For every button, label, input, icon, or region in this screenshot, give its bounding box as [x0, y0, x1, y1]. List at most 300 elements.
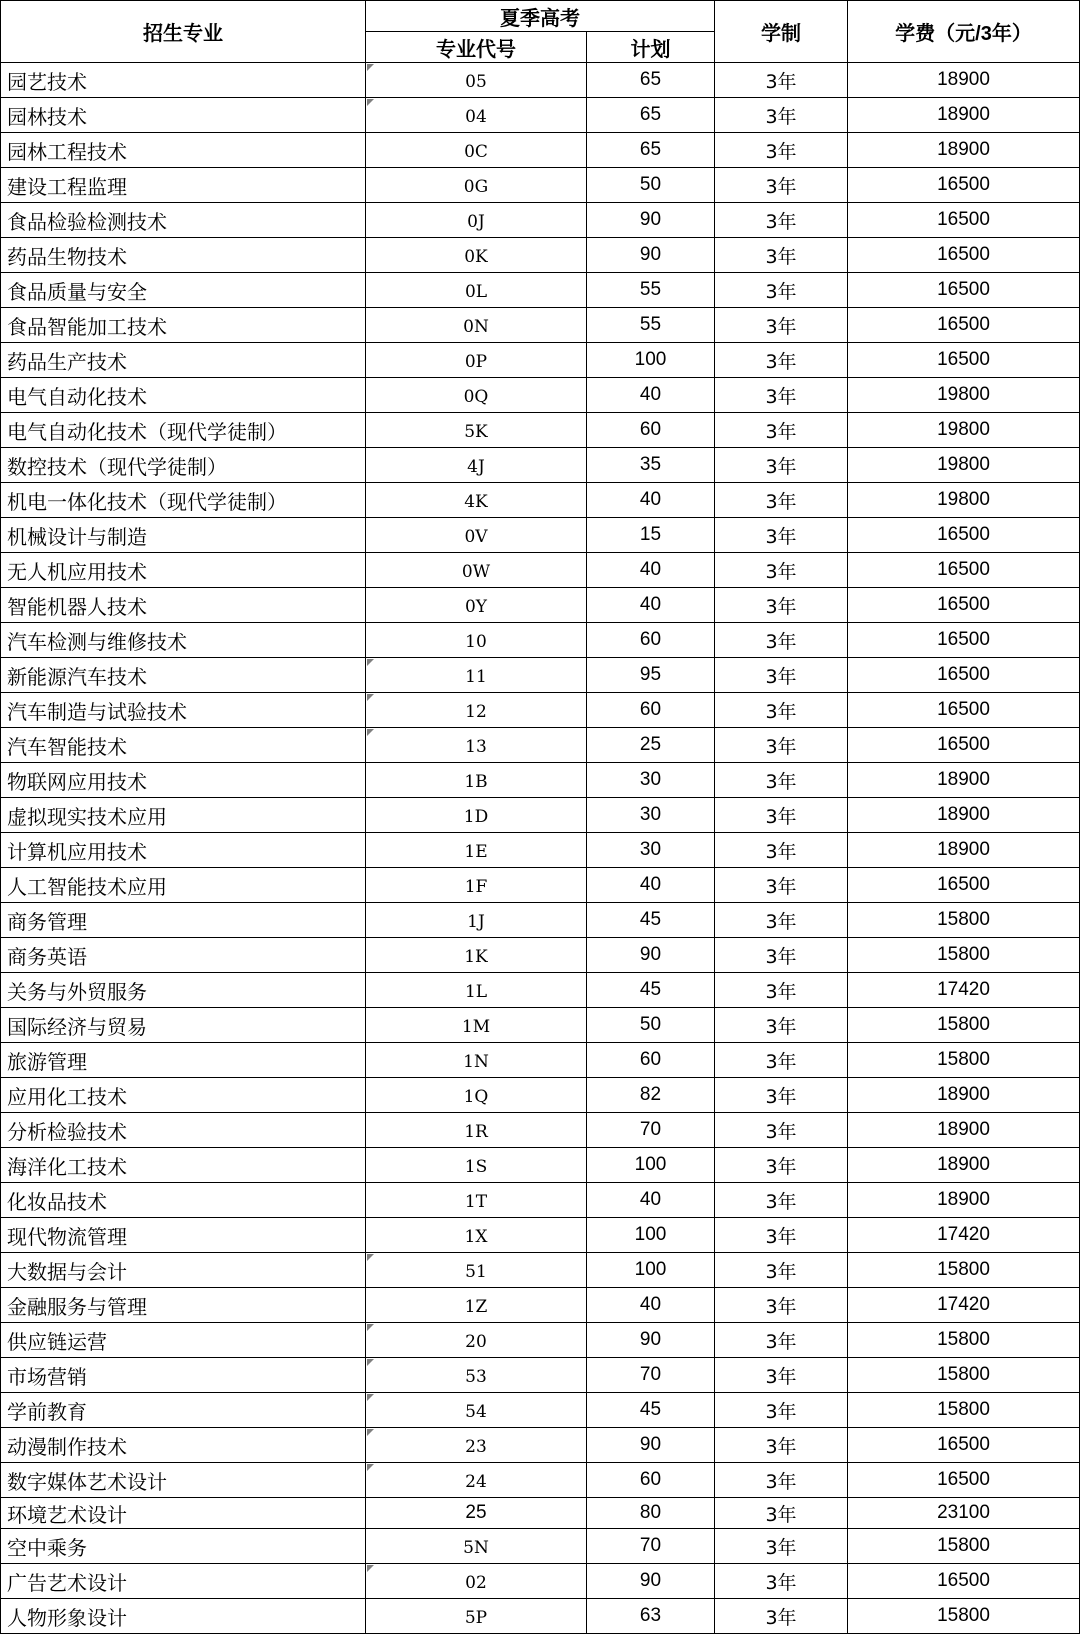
plan-cell-text: 30: [639, 804, 662, 825]
major-code-cell-text: 05: [465, 72, 487, 92]
table-row: [1, 1393, 1080, 1428]
major-name-cell-text: 供应链运营: [7, 1329, 107, 1354]
major-name-cell: [1, 1463, 366, 1498]
major-code-cell-text: 1Z: [464, 1297, 488, 1317]
major-name-cell: [1, 448, 366, 483]
fee-cell: [848, 798, 1080, 833]
table-row: [1, 483, 1080, 518]
table-row: [1, 448, 1080, 483]
fee-cell-text: 19800: [937, 384, 990, 405]
plan-cell: [587, 1599, 715, 1634]
fee-cell: [848, 378, 1080, 413]
duration-cell-text: 3年: [765, 455, 797, 478]
major-code-cell: [366, 938, 587, 973]
major-code-cell: [366, 1358, 587, 1393]
major-code-cell: [366, 1043, 587, 1078]
plan-cell: [587, 1253, 715, 1288]
plan-cell-text: 80: [639, 1502, 662, 1523]
table-row: [1, 238, 1080, 273]
major-code-cell-text: 0Q: [463, 387, 489, 407]
fee-cell: [848, 1498, 1080, 1529]
plan-cell: [587, 1564, 715, 1599]
major-name-cell: [1, 238, 366, 273]
fee-cell-text: 16500: [937, 1434, 990, 1455]
major-name-cell: [1, 903, 366, 938]
major-name-cell: [1, 728, 366, 763]
plan-cell: [587, 63, 715, 98]
major-name-cell: [1, 483, 366, 518]
fee-cell-text: 19800: [937, 489, 990, 510]
duration-cell: [715, 1078, 848, 1113]
table-row: [1, 378, 1080, 413]
duration-cell-text: 3年: [765, 1400, 797, 1423]
fee-cell-text: 15800: [937, 1364, 990, 1385]
fee-cell: [848, 1008, 1080, 1043]
fee-cell: [848, 1564, 1080, 1599]
major-code-cell-text: 0K: [464, 247, 488, 267]
duration-cell: [715, 833, 848, 868]
major-code-cell: [366, 343, 587, 378]
major-name-cell: [1, 308, 366, 343]
major-code-cell: [366, 203, 587, 238]
major-name-cell: [1, 623, 366, 658]
major-name-cell-text: 数字媒体艺术设计: [7, 1469, 167, 1494]
major-code-cell: [366, 1529, 587, 1564]
major-code-cell: [366, 1288, 587, 1323]
duration-cell-text: 3年: [765, 350, 797, 373]
major-name-cell: [1, 133, 366, 168]
major-name-cell: [1, 1008, 366, 1043]
major-name-cell-text: 大数据与会计: [7, 1259, 127, 1284]
major-code-cell-text: 0N: [463, 317, 489, 337]
fee-cell: [848, 1428, 1080, 1463]
major-code-cell: [366, 833, 587, 868]
major-name-cell-text: 电气自动化技术（现代学徒制）: [7, 419, 287, 444]
duration-cell: [715, 98, 848, 133]
plan-cell-text: 55: [639, 279, 662, 300]
fee-cell-text: 16500: [937, 874, 990, 895]
plan-cell: [587, 343, 715, 378]
major-name-cell: [1, 203, 366, 238]
fee-cell: [848, 728, 1080, 763]
plan-cell: [587, 938, 715, 973]
fee-cell-text: 16500: [937, 594, 990, 615]
duration-cell: [715, 343, 848, 378]
plan-cell-text: 50: [639, 174, 662, 195]
duration-cell-text: 3年: [765, 945, 797, 968]
fee-cell-text: 15800: [937, 944, 990, 965]
table-row: [1, 553, 1080, 588]
major-code-cell-text: 5K: [464, 422, 488, 442]
plan-cell-text: 45: [639, 909, 662, 930]
major-name-cell-text: 人工智能技术应用: [7, 874, 167, 899]
plan-cell-text: 65: [639, 69, 662, 90]
fee-cell-text: 17420: [937, 979, 990, 1000]
major-code-cell: [366, 1148, 587, 1183]
duration-cell: [715, 203, 848, 238]
table-body: [1, 63, 1080, 1634]
plan-cell: [587, 553, 715, 588]
fee-cell-text: 16500: [937, 244, 990, 265]
plan-cell-text: 90: [639, 944, 662, 965]
duration-cell: [715, 273, 848, 308]
table-row: [1, 273, 1080, 308]
plan-cell: [587, 413, 715, 448]
major-code-cell-text: 1D: [463, 807, 489, 827]
duration-cell-text: 3年: [765, 1536, 797, 1559]
major-name-cell-text: 新能源汽车技术: [7, 664, 147, 689]
duration-cell: [715, 1463, 848, 1498]
major-name-cell-text: 建设工程监理: [7, 174, 127, 199]
comment-marker-icon: [367, 1565, 374, 1572]
duration-cell: [715, 903, 848, 938]
major-code-cell-text: 51: [465, 1262, 487, 1282]
major-name-cell-text: 电气自动化技术: [7, 384, 147, 409]
duration-cell: [715, 1323, 848, 1358]
major-name-cell: [1, 588, 366, 623]
major-name-cell-text: 分析检验技术: [7, 1119, 127, 1144]
duration-cell: [715, 1393, 848, 1428]
plan-cell-text: 100: [634, 1154, 667, 1175]
duration-cell-text: 3年: [765, 245, 797, 268]
major-code-cell-text: 20: [465, 1332, 487, 1352]
comment-marker-icon: [367, 729, 374, 736]
fee-cell: [848, 1043, 1080, 1078]
duration-cell: [715, 1358, 848, 1393]
fee-cell-text: 19800: [937, 454, 990, 475]
duration-cell: [715, 868, 848, 903]
major-name-cell: [1, 1529, 366, 1564]
duration-cell: [715, 168, 848, 203]
plan-cell: [587, 518, 715, 553]
fee-cell: [848, 623, 1080, 658]
table-row: [1, 903, 1080, 938]
fee-cell-text: 16500: [937, 174, 990, 195]
major-name-cell-text: 环境艺术设计: [7, 1502, 127, 1527]
major-name-cell: [1, 63, 366, 98]
major-name-cell: [1, 1323, 366, 1358]
major-code-cell: [366, 693, 587, 728]
fee-cell-text: 16500: [937, 524, 990, 545]
comment-marker-icon: [367, 1429, 374, 1436]
major-name-cell-text: 机械设计与制造: [7, 524, 147, 549]
duration-cell: [715, 1008, 848, 1043]
fee-cell-text: 18900: [937, 1189, 990, 1210]
table-row: [1, 1218, 1080, 1253]
fee-cell: [848, 1078, 1080, 1113]
plan-cell: [587, 833, 715, 868]
fee-cell: [848, 413, 1080, 448]
fee-cell: [848, 483, 1080, 518]
major-code-cell-text: 1E: [464, 842, 488, 862]
table-row: [1, 1288, 1080, 1323]
major-code-cell-text: 1S: [464, 1157, 488, 1177]
fee-cell: [848, 1463, 1080, 1498]
fee-cell-text: 15800: [937, 1014, 990, 1035]
major-code-cell: [366, 1564, 587, 1599]
plan-cell-text: 60: [639, 1469, 662, 1490]
table-row: [1, 1183, 1080, 1218]
duration-cell: [715, 588, 848, 623]
plan-cell-text: 70: [639, 1364, 662, 1385]
duration-cell-text: 3年: [765, 1435, 797, 1458]
duration-cell-text: 3年: [765, 1503, 797, 1526]
major-code-cell: [366, 1498, 587, 1529]
duration-cell-text: 3年: [765, 840, 797, 863]
fee-cell-text: 16500: [937, 209, 990, 230]
major-name-cell-text: 无人机应用技术: [7, 559, 147, 584]
major-code-cell: [366, 728, 587, 763]
major-code-cell-text: 0Y: [464, 597, 488, 617]
major-name-cell-text: 关务与外贸服务: [7, 979, 147, 1004]
table-row: [1, 1078, 1080, 1113]
plan-cell-text: 60: [639, 699, 662, 720]
table-row: [1, 868, 1080, 903]
major-code-cell: [366, 798, 587, 833]
major-name-cell: [1, 693, 366, 728]
fee-cell-text: 17420: [937, 1294, 990, 1315]
fee-cell: [848, 1358, 1080, 1393]
plan-cell: [587, 273, 715, 308]
duration-cell-text: 3年: [765, 980, 797, 1003]
fee-cell: [848, 763, 1080, 798]
plan-cell: [587, 1148, 715, 1183]
major-name-cell-text: 商务英语: [7, 944, 87, 969]
table-row: [1, 798, 1080, 833]
plan-cell: [587, 238, 715, 273]
duration-cell: [715, 693, 848, 728]
plan-cell: [587, 448, 715, 483]
duration-cell: [715, 1428, 848, 1463]
table-row: [1, 98, 1080, 133]
duration-cell-text: 3年: [765, 1050, 797, 1073]
plan-cell-text: 90: [639, 209, 662, 230]
table-row: [1, 1463, 1080, 1498]
major-code-cell-text: 10: [465, 632, 487, 652]
duration-cell: [715, 1564, 848, 1599]
major-code-cell-text: 4J: [467, 457, 485, 477]
plan-cell-text: 65: [639, 139, 662, 160]
duration-cell-text: 3年: [765, 700, 797, 723]
plan-cell-text: 100: [634, 1224, 667, 1245]
duration-cell: [715, 1599, 848, 1634]
major-code-cell: [366, 1253, 587, 1288]
major-code-cell: [366, 623, 587, 658]
plan-cell-text: 40: [639, 874, 662, 895]
duration-cell-text: 3年: [765, 490, 797, 513]
plan-cell: [587, 1529, 715, 1564]
plan-cell: [587, 623, 715, 658]
duration-cell-text: 3年: [765, 525, 797, 548]
major-code-cell-text: 1R: [464, 1122, 488, 1142]
major-code-cell: [366, 1078, 587, 1113]
fee-cell-text: 16500: [937, 734, 990, 755]
plan-cell: [587, 1288, 715, 1323]
duration-cell-text: 3年: [765, 1295, 797, 1318]
fee-cell-text: 18900: [937, 69, 990, 90]
comment-marker-icon: [367, 1324, 374, 1331]
major-name-cell: [1, 833, 366, 868]
plan-cell-text: 82: [639, 1084, 662, 1105]
major-name-cell-text: 园艺技术: [7, 69, 87, 94]
duration-cell: [715, 728, 848, 763]
plan-cell: [587, 798, 715, 833]
major-name-cell: [1, 763, 366, 798]
table-row: [1, 413, 1080, 448]
major-code-cell-text: 4K: [464, 492, 488, 512]
duration-cell: [715, 553, 848, 588]
fee-cell: [848, 98, 1080, 133]
major-name-cell: [1, 273, 366, 308]
major-code-cell-text: 54: [465, 1402, 487, 1422]
table-row: [1, 973, 1080, 1008]
major-name-cell: [1, 1358, 366, 1393]
plan-cell-text: 30: [639, 839, 662, 860]
plan-cell-text: 40: [639, 489, 662, 510]
comment-marker-icon: [367, 1394, 374, 1401]
plan-cell-text: 65: [639, 104, 662, 125]
header-fee: 学费（元/3年）: [848, 1, 1080, 63]
major-code-cell: [366, 588, 587, 623]
major-name-cell: [1, 1498, 366, 1529]
major-code-cell: [366, 1463, 587, 1498]
major-code-cell-text: 1K: [464, 947, 488, 967]
major-name-cell: [1, 1148, 366, 1183]
duration-cell-text: 3年: [765, 1470, 797, 1493]
major-name-cell: [1, 1218, 366, 1253]
plan-cell: [587, 658, 715, 693]
major-code-cell: [366, 1393, 587, 1428]
duration-cell: [715, 1218, 848, 1253]
major-code-cell-text: 1X: [464, 1227, 488, 1247]
plan-cell-text: 95: [639, 664, 662, 685]
fee-cell-text: 16500: [937, 559, 990, 580]
major-name-cell-text: 计算机应用技术: [7, 839, 147, 864]
major-code-cell: [366, 273, 587, 308]
duration-cell-text: 3年: [765, 630, 797, 653]
duration-cell: [715, 623, 848, 658]
plan-cell: [587, 1463, 715, 1498]
table-row: [1, 168, 1080, 203]
fee-cell-text: 16500: [937, 279, 990, 300]
table-row: [1, 133, 1080, 168]
major-name-cell-text: 空中乘务: [7, 1535, 87, 1560]
plan-cell-text: 40: [639, 1189, 662, 1210]
major-name-cell-text: 市场营销: [7, 1364, 87, 1389]
major-name-cell-text: 数控技术（现代学徒制）: [7, 454, 227, 479]
major-name-cell-text: 园林工程技术: [7, 139, 127, 164]
major-name-cell-text: 国际经济与贸易: [7, 1014, 147, 1039]
table-row: [1, 938, 1080, 973]
major-code-cell-text: 13: [465, 737, 487, 757]
duration-cell-text: 3年: [765, 420, 797, 443]
fee-cell: [848, 1148, 1080, 1183]
duration-cell-text: 3年: [765, 1225, 797, 1248]
duration-cell: [715, 518, 848, 553]
major-code-cell: [366, 413, 587, 448]
major-name-cell: [1, 378, 366, 413]
major-code-cell: [366, 553, 587, 588]
fee-cell: [848, 658, 1080, 693]
plan-cell-text: 60: [639, 1049, 662, 1070]
table-row: [1, 693, 1080, 728]
duration-cell: [715, 1288, 848, 1323]
major-name-cell: [1, 798, 366, 833]
fee-cell: [848, 1253, 1080, 1288]
plan-cell-text: 60: [639, 629, 662, 650]
fee-cell: [848, 1288, 1080, 1323]
duration-cell-text: 3年: [765, 1155, 797, 1178]
major-code-cell: [366, 1218, 587, 1253]
plan-cell-text: 15: [639, 524, 662, 545]
plan-cell-text: 30: [639, 769, 662, 790]
major-name-cell-text: 人物形象设计: [7, 1605, 127, 1630]
major-code-cell-text: 1F: [464, 877, 488, 897]
plan-cell: [587, 98, 715, 133]
fee-cell-text: 15800: [937, 1399, 990, 1420]
table-row: [1, 63, 1080, 98]
table-row: [1, 658, 1080, 693]
fee-cell-text: 19800: [937, 419, 990, 440]
plan-cell: [587, 203, 715, 238]
plan-cell-text: 100: [634, 1259, 667, 1280]
duration-cell-text: 3年: [765, 1365, 797, 1388]
major-code-cell-text: 53: [465, 1367, 487, 1387]
fee-cell: [848, 903, 1080, 938]
duration-cell-text: 3年: [765, 875, 797, 898]
plan-cell-text: 45: [639, 979, 662, 1000]
duration-cell-text: 3年: [765, 1120, 797, 1143]
plan-cell: [587, 308, 715, 343]
major-code-cell: [366, 168, 587, 203]
header-summer-exam: 夏季高考: [366, 1, 715, 32]
fee-cell: [848, 1599, 1080, 1634]
plan-cell: [587, 763, 715, 798]
major-name-cell: [1, 1288, 366, 1323]
major-code-cell: [366, 308, 587, 343]
major-name-cell: [1, 658, 366, 693]
major-code-cell-text: 5N: [463, 1538, 489, 1558]
plan-cell-text: 35: [639, 454, 662, 475]
major-code-cell: [366, 63, 587, 98]
plan-cell: [587, 1498, 715, 1529]
duration-cell-text: 3年: [765, 385, 797, 408]
table-row: [1, 343, 1080, 378]
table-row: [1, 763, 1080, 798]
fee-cell: [848, 63, 1080, 98]
major-code-cell-text: 12: [465, 702, 487, 722]
major-code-cell-text: 1N: [463, 1052, 489, 1072]
major-code-cell-text: 1B: [464, 772, 488, 792]
plan-cell-text: 50: [639, 1014, 662, 1035]
duration-cell-text: 3年: [765, 1190, 797, 1213]
duration-cell-text: 3年: [765, 1015, 797, 1038]
plan-cell-text: 40: [639, 1294, 662, 1315]
duration-cell-text: 3年: [765, 175, 797, 198]
fee-cell-text: 18900: [937, 104, 990, 125]
major-code-cell-text: 24: [465, 1472, 487, 1492]
major-name-cell: [1, 938, 366, 973]
plan-cell-text: 90: [639, 1329, 662, 1350]
major-code-cell: [366, 98, 587, 133]
duration-cell: [715, 1529, 848, 1564]
plan-cell: [587, 483, 715, 518]
major-code-cell-text: 11: [465, 667, 487, 687]
fee-cell: [848, 518, 1080, 553]
fee-cell-text: 18900: [937, 1154, 990, 1175]
plan-cell: [587, 693, 715, 728]
major-code-cell: [366, 868, 587, 903]
